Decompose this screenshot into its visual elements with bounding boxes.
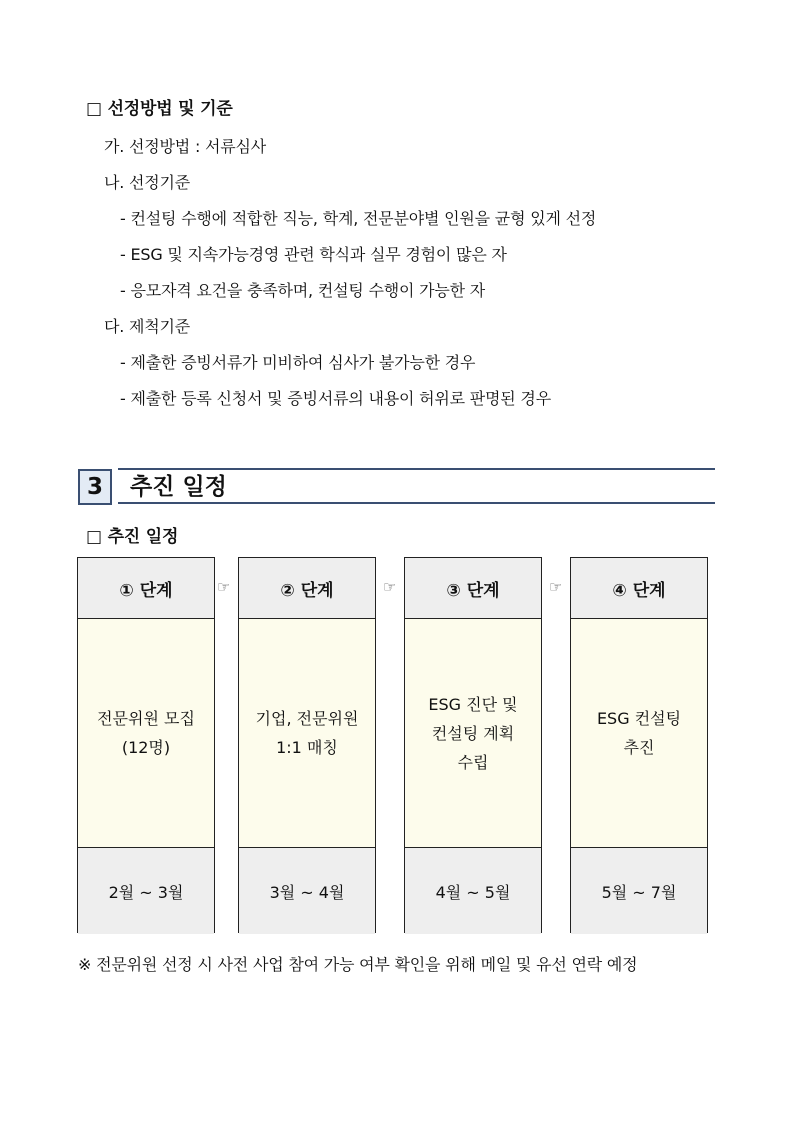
stage-label: ③ 단계 — [405, 558, 541, 619]
section-number: 3 — [78, 469, 112, 505]
stage-content: 전문위원 모집 (12명) — [97, 709, 195, 757]
stage-box-2 — [238, 557, 376, 933]
contact-note: ※ 전문위원 선정 시 사전 사업 참여 가능 여부 확인을 위해 메일 및 유선 연락 예정 — [78, 955, 638, 974]
section-title: 추진 일정 — [130, 474, 227, 500]
criteria-item: - 응모자격 요건을 충족하며, 컨설팅 수행이 가능한 자 — [120, 281, 486, 300]
stage-period: 4월 ~ 5월 — [405, 848, 541, 934]
stage-box-3 — [404, 557, 542, 933]
schedule-subheading: □ 추진 일정 — [86, 527, 179, 547]
stage-box-1 — [77, 557, 215, 933]
criteria-line: 나. 선정기준 — [104, 173, 191, 192]
stage-content: 기업, 전문위원 1:1 매칭 — [255, 709, 359, 757]
section-title-bar — [118, 468, 715, 504]
exclusion-line: 다. 제척기준 — [104, 317, 191, 336]
stage-content: ESG 진단 및 컨설팅 계획 수립 — [428, 694, 518, 772]
stage-period: 5월 ~ 7월 — [571, 848, 707, 934]
exclusion-item: - 제출한 등록 신청서 및 증빙서류의 내용이 허위로 판명된 경우 — [120, 389, 551, 408]
criteria-item: - 컨설팅 수행에 적합한 직능, 학계, 전문분야별 인원을 균형 있게 선정 — [120, 209, 597, 228]
stage-content: ESG 컨설팅 추진 — [596, 709, 682, 757]
method-line: 가. 선정방법 : 서류심사 — [104, 137, 267, 156]
pointing-hand-icon: ☞ — [217, 578, 231, 596]
pointing-hand-icon: ☞ — [549, 578, 563, 596]
stage-period: 3월 ~ 4월 — [239, 848, 375, 934]
exclusion-item: - 제출한 증빙서류가 미비하여 심사가 불가능한 경우 — [120, 353, 476, 372]
pointing-hand-icon: ☞ — [383, 578, 397, 596]
stage-label: ② 단계 — [239, 558, 375, 619]
stage-label: ① 단계 — [78, 558, 214, 619]
stage-period: 2월 ~ 3월 — [78, 848, 214, 934]
stage-label: ④ 단계 — [571, 558, 707, 619]
criteria-heading: □ 선정방법 및 기준 — [86, 99, 233, 119]
criteria-item: - ESG 및 지속가능경영 관련 학식과 실무 경험이 많은 자 — [120, 245, 507, 264]
stage-box-4 — [570, 557, 708, 933]
